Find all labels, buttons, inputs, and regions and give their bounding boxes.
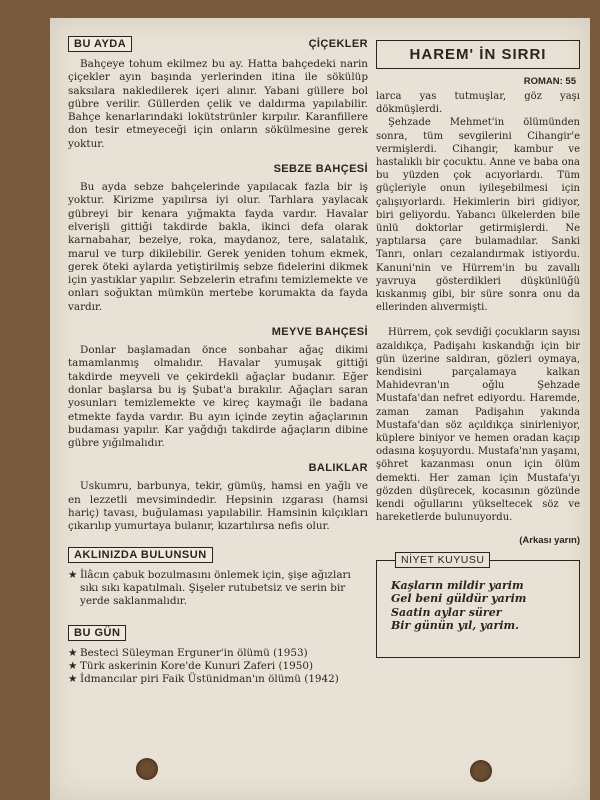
star-icon: ★	[68, 659, 78, 672]
serial-paragraph: Şehzade Mehmet'in ölümünden sonra, tüm sevgilerini Cihangir'e vermişlerdi. Cihangir, kambur ve hastalıklı bir çocuktu. Anne ve baba ona bu yüzden çok acıyorlardı. Tüm güçleriyle onun iyileşebilmesi için çalışıyorlardı. Hekimlerin biri gidiyor, biri geliyordu. Yabancı ülkelerden bile ünlü doktorlar getirmişlerdi. Ne yaptılarsa çare bulamadılar. Sanki Tanrı, onları cezalandırmak istiyordu. Kanuni'nin ve Hürrem'in bu zavallı yavruya gösterdikleri düşkünlüğü kıskanmış gibi, bir süre sonra onu da ellerinden alıvermişti.	[376, 117, 580, 314]
niyet-kuyusu-box	[376, 553, 580, 658]
bu-ayda-label: BU AYDA	[68, 36, 132, 52]
right-column	[376, 36, 580, 658]
bu-gun-item: ★ Besteci Süleyman Erguner'in ölümü (1953)	[68, 646, 308, 659]
section-text-meyve: Donlar başlamadan önce sonbahar ağaç dikimi tamamlanmış olmalıdır. Havalar yumuşak gittiği takdirde meyveli ve çekirdekli ağaçlar budanır. Eğer donlar başlarsa bu iş Şubat'a bırakılır. Ağaçları saran yosunları temizlemekte ve kireç kaymağı ile badana etmekte fayda vardır. Bu ayın içinde zeytin ağaçlarının budaması yapılır. Kar yağdığı takdirde ağaçların dibine gübre yığılmalıdır.	[68, 344, 368, 450]
section-title-baliklar: BALIKLAR	[308, 462, 368, 475]
continued-note: (Arkası yarın)	[519, 534, 580, 546]
star-icon: ★	[68, 568, 78, 581]
almanac-page	[50, 18, 590, 800]
section-title-meyve: MEYVE BAHÇESİ	[271, 326, 368, 339]
section-title-sebze: SEBZE BAHÇESİ	[273, 163, 368, 176]
serial-title: HAREM' İN SIRRI	[376, 40, 580, 69]
section-title-cicekler: ÇİÇEKLER	[308, 38, 368, 50]
poem-line: Gel beni güldür yarim	[391, 592, 527, 605]
bu-gun-label: BU GÜN	[68, 625, 126, 641]
serial-paragraph: Hürrem, çok sevdiği çocukların sayısı azaldıkça, Padişahı kıskandığı için bir gün üzerine saldıran, gözleri oymaya, kendisini parçalamaya kalkan Mahidevran'ın oğlu Şehzade Mustafa'dan nefret ediyordu. Haremde, zaman zaman Padişahın yakında Mustafa'dan söz açıldıkça sinirleniyor, küplere biniyor ve hemen oradan kaçıp odasına koşuyordu. Mustafa'nın yaşamı, şöhret kazanması onun için ölüm demekti. Her zaman için Mustafa'yı gözden düşürecek, kocasının gözünde kendi oğullarını yükseltecek söz ve hareketlerde bulunuyordu.	[376, 327, 580, 524]
bu-gun-item: ★ Türk askerinin Kore'de Kunuri Zaferi (1950)	[68, 659, 314, 672]
left-column	[68, 36, 368, 686]
aklinizda-item: ★ İlâcın çabuk bozulmasını önlemek için, şişe ağızları sıkı sıkı kapatılmalı. Şişeler rutubetsiz ve serin bir yerde saklanmalıdır.	[68, 568, 351, 608]
punch-hole	[470, 760, 492, 782]
serial-paragraph: larca yas tutmuşlar, göz yaşı dökmüşlerdi.	[376, 91, 580, 116]
section-text-baliklar: Uskumru, barbunya, tekir, gümüş, hamsi en yağlı ve en lezzetli mevsimindedir. Hepsinin ızgarası (hamsi hariç) tavası, buğulaması yapılabilir. Hamsinin kılçıkları çıkarılıp yumurtaya bulanır, kızartılırsa nefis olur.	[68, 480, 368, 533]
roman-number: ROMAN: 55	[523, 76, 576, 87]
aklinizda-label: AKLINIZDA BULUNSUN	[68, 547, 213, 563]
poem-line: Kaşların mildir yarim	[391, 578, 524, 592]
poem-line: Saatin aylar sürer	[391, 605, 502, 619]
section-text-cicekler: Bahçeye tohum ekilmez bu ay. Hatta bahçedeki narin çiçekler ayın başında yerlerinden itina ile sökülüp saksılara nakledilerek içeri alınır. Yabani güllere bol gübre verilir. Güllerden çelik ve daldırma yapılabilir. Bahçe kenarlarındaki lokütstrünler kırpılır. Karanfillere don tesir etmeyeceği için onların sökülmesine gerek yoktur.	[68, 58, 368, 150]
star-icon: ★	[68, 673, 78, 686]
bu-gun-item: ★ İdmancılar piri Faik Üstünidman'ın ölümü (1942)	[68, 673, 339, 686]
punch-hole	[136, 758, 158, 780]
niyet-kuyusu-label: NİYET KUYUSU	[395, 552, 490, 568]
section-text-sebze: Bu ayda sebze bahçelerinde yapılacak fazla bir iş yoktur. Kirizme yapılırsa iyi olur. Tarhlara yaylacak gübreyi bir kenara yığmakta fayda vardır. Havalar elverişli gittiği takdirde bakla, ikinci defa olarak karnabahar, bezelye, roka, maydanoz, tere, salatalık, marul ve turp dikilebilir. Gerek yeniden tohum ekmek, gerek öteki aylarda yetiştirilmiş sebze fidelerini dikmek için yastıklar yapılır. Sebzelerin etrafını temizlemekte ve onları soğuktan mümkün mertebe korumakta da fayda vardır.	[68, 181, 368, 313]
star-icon: ★	[68, 646, 78, 659]
poem-line: Bir günün yıl, yarim.	[391, 619, 519, 632]
